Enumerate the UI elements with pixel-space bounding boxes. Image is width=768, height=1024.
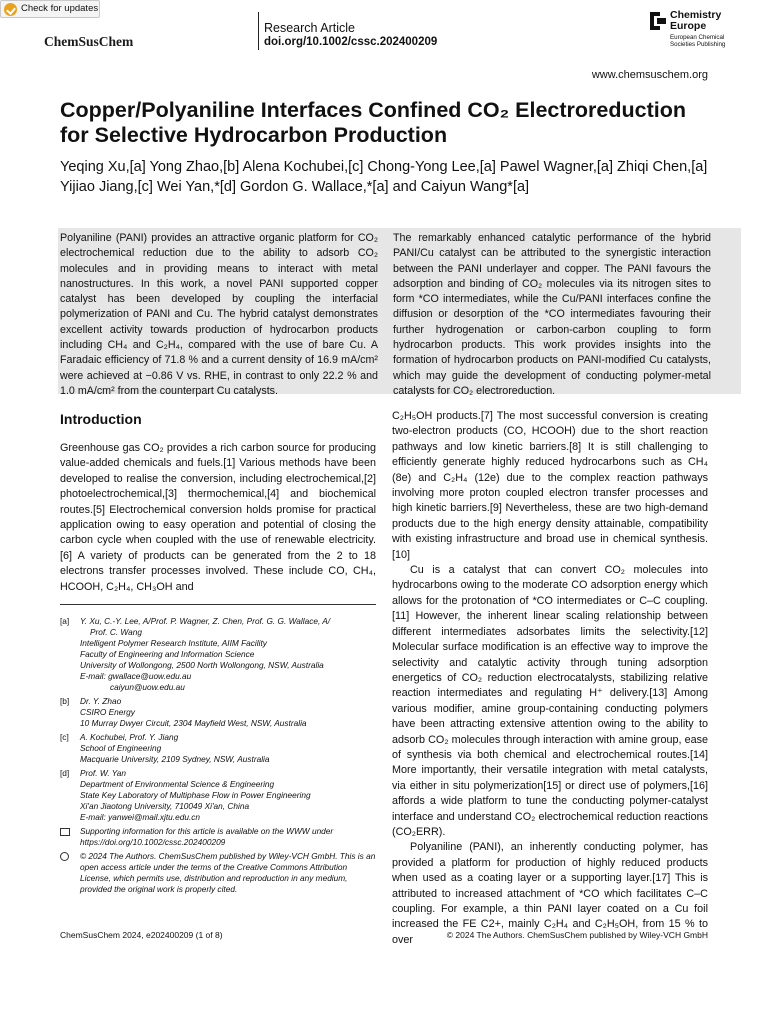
body-paragraph: Polyaniline (PANI), an inherently conducting polymer, has provided a platform for production of highly reduced products when used as a coating layer or a supporting layer.[17] This is attributed to increased attachment of *CO which facilitates C–C coupling. For example, a thin PANI layer coated on a Cu foil increased the FE C2+, mainly C₂H₄ and C₂H₅OH, from 15 % to over [392, 841, 708, 946]
email-link[interactable]: E-mail: gwallace@uow.edu.au [80, 671, 192, 681]
affiliation-divider [60, 604, 376, 605]
body-paragraph: C₂H₅OH products.[7] The most successful conversion is creating two-electron products (CO, HCOOH) due to the short reaction pathways and low kinetic barriers.[8] It is still challenging to efficiently generate highly reduced hydrocarbons such as CH₄ (8e) and C₂H₄ (12e) due to the complex reaction pathways involving more proton coupled electron transfer processes and high kinetic barriers.[9] Nevertheless, these are two high-demand products due to the high energy density attainable, compatibility with existing infrastructure and broad use in chemical synthesis.[10] [392, 410, 708, 561]
journal-name: ChemSusChem [44, 34, 134, 49]
publisher-name: Chemistry Europe [670, 9, 722, 32]
affiliation-d: [d] Prof. W. Yan Department of Environmental Science & Engineering State Key Laboratory of Multiphase Flow in Power Engineering Xi'an Jiaotong University, 710049 Xi'an, China E-mail: yanwei@mail.xjtu.edu.cn [60, 768, 376, 823]
publisher-subtitle: European Chemical Societies Publishing [670, 34, 726, 48]
body-paragraph: Cu is a catalyst that can convert CO₂ molecules into hydrocarbons owing to the moderate CO adsorption energy which allows for the protonation of *CO intermediates or C–C coupling.[11] However, the inherent linear scaling relationship between different intermediates adsorbates limits the selectivity.[12] Molecular surface modification is an effective way to improve the selectivity and catalytic activity through tuning adsorption energetics of CO₂ reduction electrocatalysts, stabilizing relative reaction intermediates and regulating H⁺ delivery.[13] Among various modifier, amine group-containing conducting polymers have been attracting extensive attention owing to the ability to adsorb CO₂ molecules through interaction with amine group, ease of synthesis via both chemical and electrochemical routes.[14] More importantly, their versatile integration with metal catalysts, via either in situ polymerization[15] or direct use of polymers,[16] affords a wide platform to tune the conducting polymer-catalyst interface and understand CO₂ electrochemical reduction reactions (CO₂ERR). [392, 564, 708, 838]
footer-citation: ChemSusChem 2024, e202400209 (1 of 8) [60, 930, 223, 940]
check-for-updates-label: Check for updates [21, 3, 99, 14]
abstract-right-column: The remarkably enhanced catalytic performance of the hybrid PANI/Cu catalyst can be attributed to the synergistic interaction between the PANI underlayer and copper. The PANI favours the adsorption and binding of CO₂ molecules via its nitrogen sites to form *CO intermediates, while the Cu/PANI interfaces confine the diffusion or desorption of the *CO intermediates favouring their further hydrogenation or carbon-carbon coupling to form hydrocarbon products. This work provides insights into the formation of hydrocarbon products on PANI-modified Cu catalysts, which may guide the development of conducting polymer-metal catalysts for CO₂ electroreduction. [393, 232, 711, 397]
article-type: Research Article [264, 21, 356, 35]
check-for-updates-badge[interactable] [0, 0, 100, 18]
header-divider [258, 12, 259, 50]
supporting-info-note: Supporting information for this article is available on the WWW under https://doi.org/10.1002/cssc.202400209 [60, 826, 376, 848]
email-link[interactable]: E-mail: yanwei@mail.xjtu.edu.cn [80, 812, 201, 822]
check-icon [4, 3, 17, 16]
doi-link[interactable]: doi.org/10.1002/cssc.202400209 [264, 36, 438, 48]
license-note: © 2024 The Authors. ChemSusChem published by Wiley-VCH GmbH. This is an open access article under the terms of the Creative Commons Attribution License, which permits use, distribution and reproduction in any medium, provided the original work is properly cited. [60, 851, 376, 895]
chemistry-europe-logo-icon [648, 10, 668, 32]
author-list: Yeqing Xu,[a] Yong Zhao,[b] Alena Kochubei,[c] Chong-Yong Lee,[a] Pawel Wagner,[a] Zhiqi Chen,[a] Yijiao Jiang,[c] Wei Yan,*[d] Gordon G. Wallace,*[a] and Caiyun Wang*[a] [60, 159, 708, 195]
abstract-left-column: Polyaniline (PANI) provides an attractive organic platform for CO₂ electrochemical reduction due to the ability to adsorb CO₂ molecules and in providing means to interact with metal nanostructures. In this work, a novel PANI supported copper catalyst has been developed by coupling the interfacial polymerization of PANI and Cu. The hybrid catalyst demonstrates excellent activity towards production of hydrocarbon products including CH₄ and C₂H₄, compared with the use of bare Cu. A Faradaic efficiency of 71.8 % and a current density of 16.9 mA/cm² were achieved at −0.86 V vs. RHE, in contrast to only 22.2 % and 1.0 mA/cm² from the counterpart Cu catalysts. [60, 232, 378, 397]
email-link[interactable]: caiyun@uow.edu.au [110, 682, 185, 692]
affiliation-b: [b] Dr. Y. Zhao CSIRO Energy 10 Murray Dwyer Circuit, 2304 Mayfield West, NSW, Australia [60, 696, 307, 728]
supporting-info-icon [60, 828, 70, 836]
body-paragraph: Greenhouse gas CO₂ provides a rich carbon source for producing value-added chemicals and fuels.[1] Various methods have been developed to realise the conversion, including electrochemical,[2] photoelectrochemical,[3] thermochemical,[4] and biochemical routes.[5] Electrochemical conversion holds promise for practical application owing to easy operation and potential of closing the carbon cycle when coupled with the use of renewable electricity.[6] A variety of products can be generated from the 2 to 18 electrons transfer processes involved. These include CO, CH₄, HCOOH, C₂H₄, CH₃OH and [60, 442, 376, 593]
affiliations [60, 616, 376, 898]
open-access-icon [60, 852, 69, 861]
affiliation-a: [a] Y. Xu, C.-Y. Lee, A/Prof. P. Wagner, Z. Chen, Prof. G. G. Wallace, A/ Prof. C. Wang Intelligent Polymer Research Institute, AIIM Facility Faculty of Engineering and Information Science University of Wollongong, 2500 North Wollongong, NSW, Australia E-mail: gwallace@uow.edu.au caiyun@uow.edu.au [60, 616, 376, 693]
article-title: Copper/Polyaniline Interfaces Confined CO₂ Electroreduction for Selective Hydrocarbon Production [60, 98, 686, 147]
journal-website[interactable]: www.chemsuschem.org [591, 69, 708, 81]
section-heading-introduction: Introduction [60, 411, 142, 427]
affiliation-c: [c] A. Kochubei, Prof. Y. Jiang School of Engineering Macquarie University, 2109 Sydney, NSW, Australia [60, 732, 270, 764]
body-left-column [60, 441, 376, 595]
footer-copyright: © 2024 The Authors. ChemSusChem published by Wiley-VCH GmbH [446, 930, 708, 940]
body-right-column [392, 409, 708, 948]
